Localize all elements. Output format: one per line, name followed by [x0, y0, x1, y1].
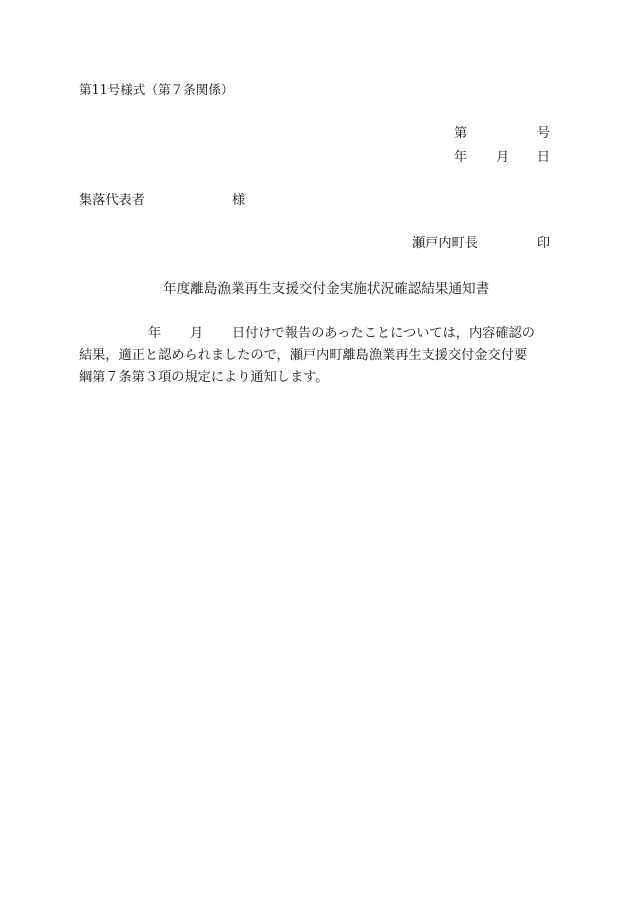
- issuer-seal: 印: [536, 236, 550, 251]
- date-day: 日: [536, 150, 550, 165]
- body-month: 月: [190, 326, 204, 341]
- body-line-1-text: 日付けで報告のあったことについては，内容確認の: [232, 326, 535, 341]
- number-suffix: 号: [536, 126, 550, 141]
- form-number: 第11号様式（第７条関係）: [79, 82, 234, 97]
- body-line-2: [79, 345, 551, 367]
- body-line-3: [79, 367, 551, 389]
- document-body: [79, 323, 551, 389]
- date-year: 年: [454, 150, 468, 165]
- body-year: 年: [148, 326, 162, 341]
- document-title: 年度離島漁業再生支援交付金実施状況確認結果通知書: [163, 281, 490, 297]
- body-line-1: [79, 323, 551, 345]
- date-month: 月: [496, 150, 510, 165]
- number-prefix: 第: [454, 126, 468, 141]
- body-line-2-text: 結果，適正と認められましたので，瀬戸内町離島漁業再生支援交付金交付要: [79, 348, 528, 363]
- issuer-name: 瀬戸内町長: [412, 236, 478, 251]
- body-line-3-text: 綱第７条第３項の規定により通知します。: [79, 370, 329, 385]
- addressee-honorific: 様: [232, 193, 246, 208]
- addressee-name-label: 集落代表者: [79, 193, 145, 208]
